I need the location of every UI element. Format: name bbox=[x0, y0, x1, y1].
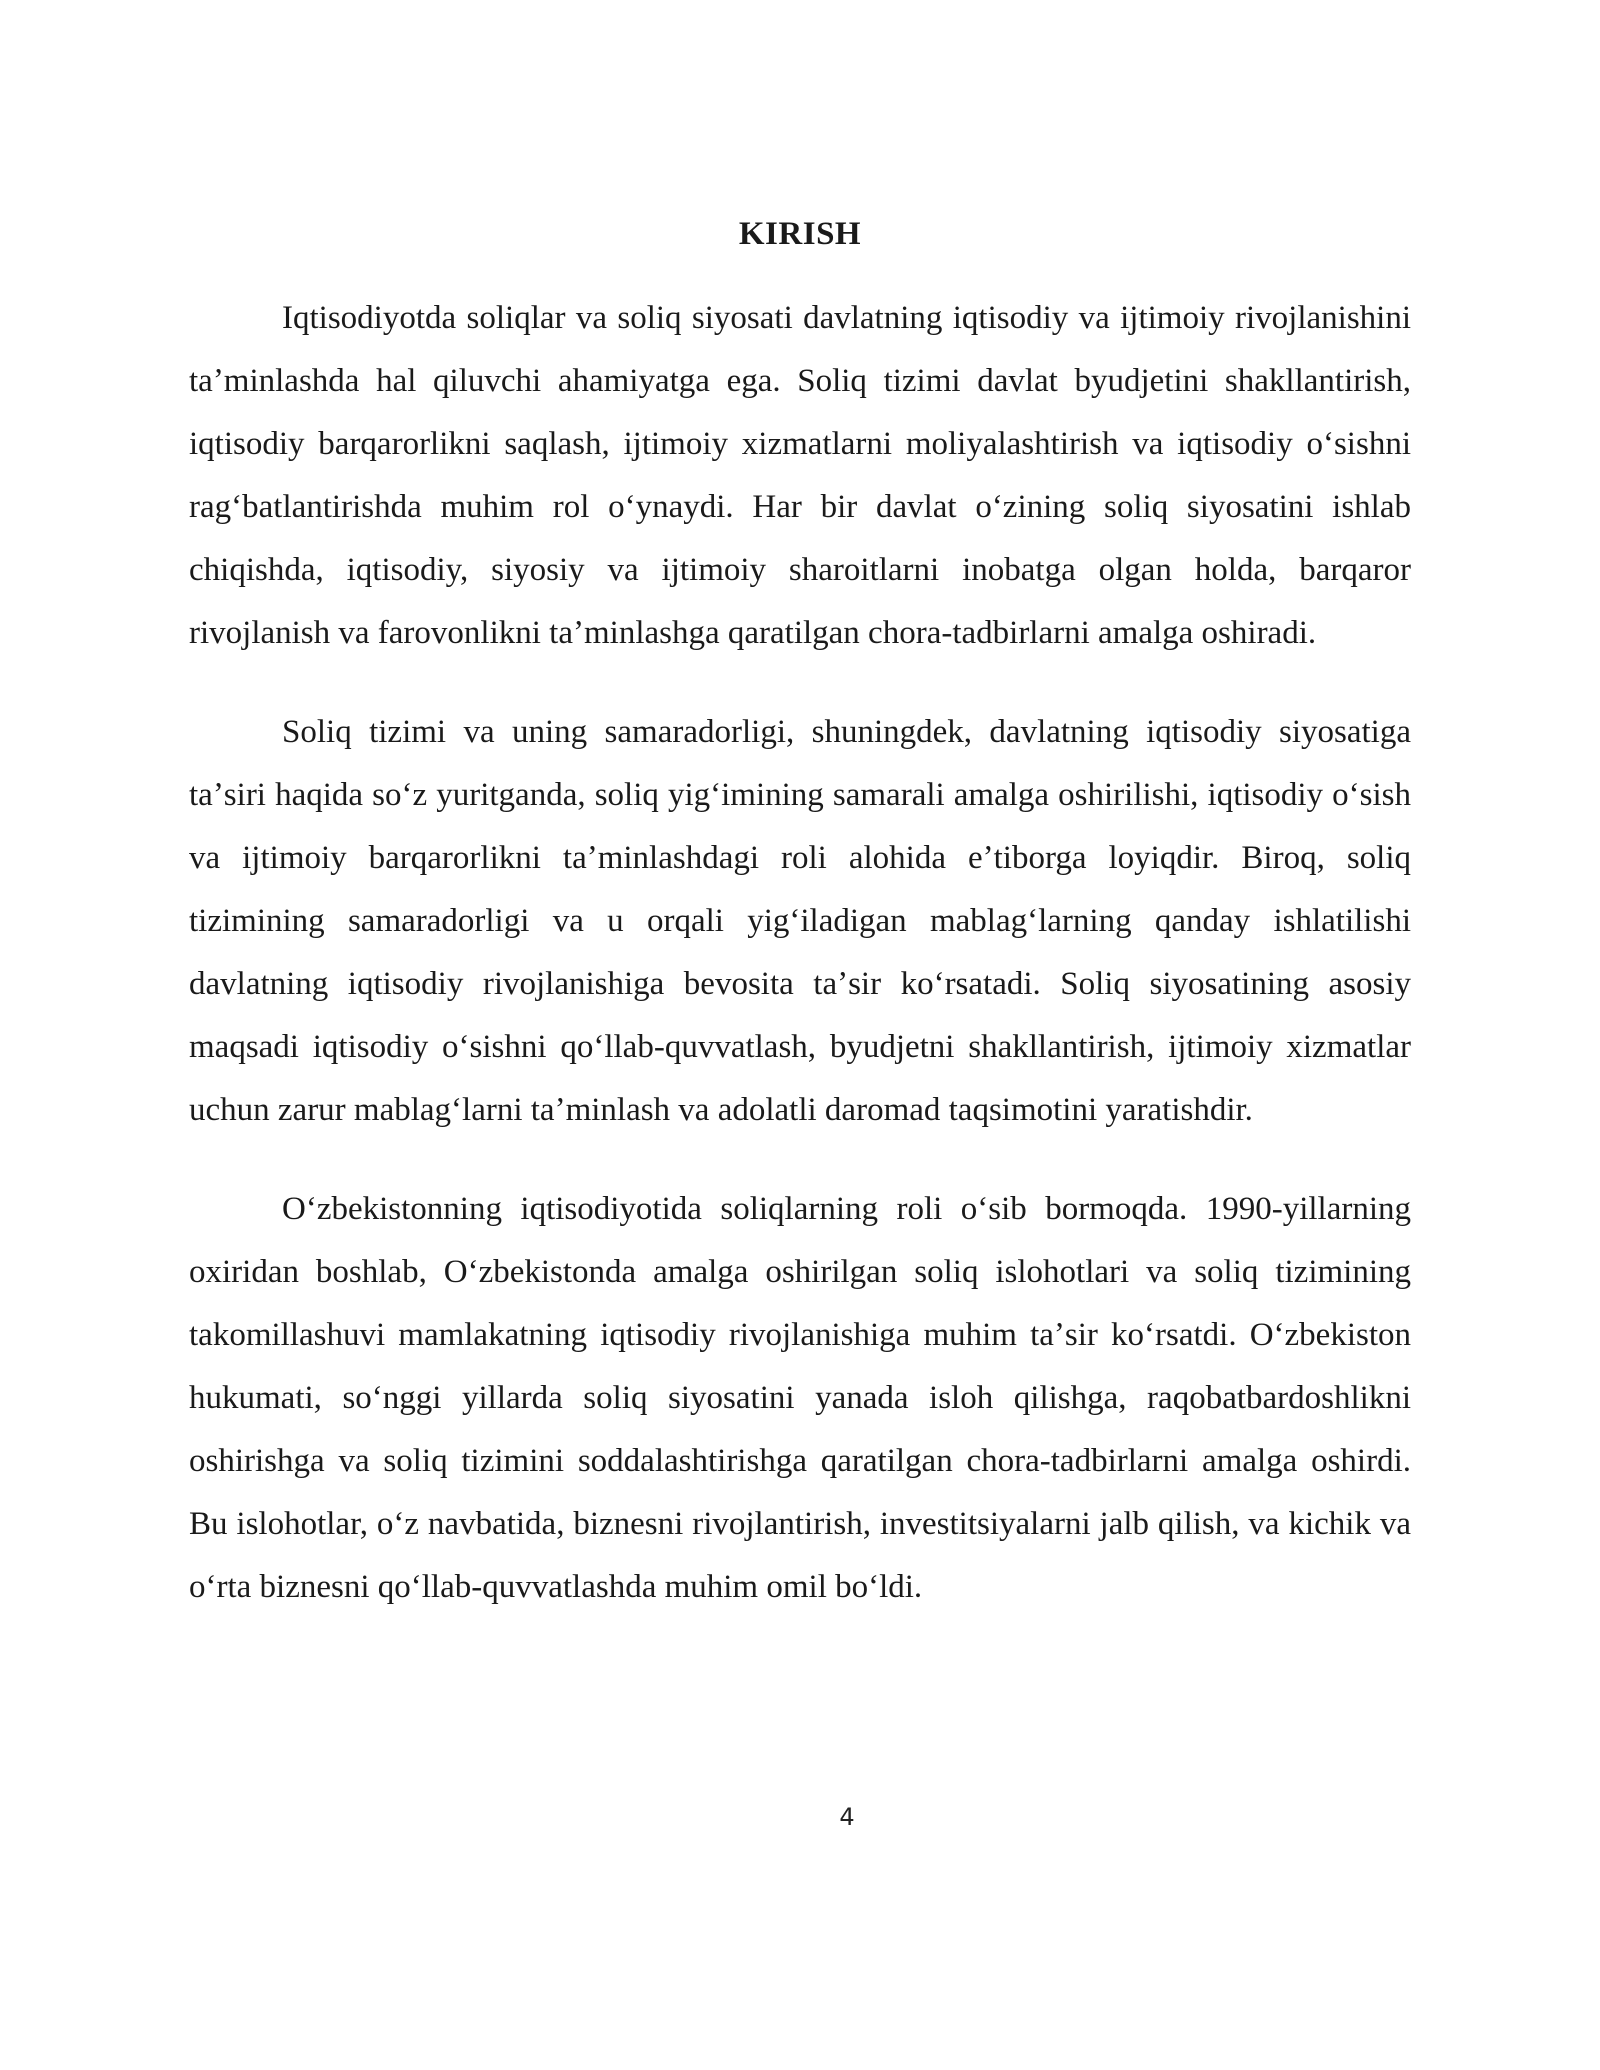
page-number: 4 bbox=[839, 1803, 855, 1831]
page-title: KIRISH bbox=[738, 216, 862, 253]
paragraph-3: Oʻzbekistonning iqtisodiyotida soliqlarning roli oʻsib bormoqda. 1990-yillarning oxiridan boshlab, Oʻzbekistonda amalga oshirilgan soliq islohotlari va soliq tizimining takomillashuvi mamlakatning iqtisodiy rivojlanishiga muhim taʼsir koʻrsatdi. Oʻzbekiston hukumati, soʻnggi yillarda soliq siyosatini yanada isloh qilishga, raqobatbardoshlikni oshirishga va soliq tizimini soddalashtirishga qaratilgan chora-tadbirlarni amalga oshirdi. Bu islohotlar, oʻz navbatida, biznesni rivojlantirish, investitsiyalarni jalb qilish, va kichik va oʻrta biznesni qoʻllab-quvvatlashda muhim omil boʻldi. bbox=[189, 1191, 1411, 1605]
paragraph-1: Iqtisodiyotda soliqlar va soliq siyosati davlatning iqtisodiy va ijtimoiy rivojlanishini taʼminlashda hal qiluvchi ahamiyatga ega. Soliq tizimi davlat byudjetini shakllantirish, iqtisodiy barqarorlikni saqlash, ijtimoiy xizmatlarni moliyalashtirish va iqtisodiy oʻsishni ragʻbatlantirishda muhim rol oʻynaydi. Har bir davlat oʻzining soliq siyosatini ishlab chiqishda, iqtisodiy, siyosiy va ijtimoiy sharoitlarni inobatga olgan holda, barqaror rivojlanish va farovonlikni taʼminlashga qaratilgan chora-tadbirlarni amalga oshiradi. bbox=[189, 300, 1411, 651]
document-body bbox=[189, 287, 1411, 1655]
paragraph-2: Soliq tizimi va uning samaradorligi, shuningdek, davlatning iqtisodiy siyosatiga taʼsiri haqida soʻz yuritganda, soliq yigʻimining samarali amalga oshirilishi, iqtisodiy oʻsish va ijtimoiy barqarorlikni taʼminlashdagi roli alohida eʼtiborga loyiqdir. Biroq, soliq tizimining samaradorligi va u orqali yigʻiladigan mablagʻlarning qanday ishlatilishi davlatning iqtisodiy rivojlanishiga bevosita taʼsir koʻrsatadi. Soliq siyosatining asosiy maqsadi iqtisodiy oʻsishni qoʻllab-quvvatlash, byudjetni shakllantirish, ijtimoiy xizmatlar uchun zarur mablagʻlarni taʼminlash va adolatli daromad taqsimotini yaratishdir. bbox=[189, 714, 1411, 1128]
